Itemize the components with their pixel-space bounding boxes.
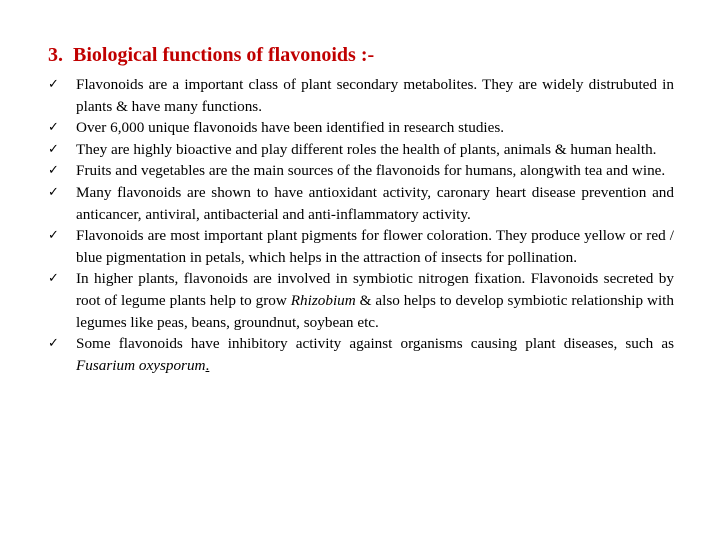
list-item-text: Over 6,000 unique flavonoids have been identified in research studies. bbox=[76, 119, 505, 137]
bullet-list bbox=[48, 74, 674, 376]
check-mark-icon: ✓ bbox=[48, 141, 59, 157]
list-item-text: & also helps to develop symbiotic relationship with legumes like peas, beans, groundnut, soybean etc. bbox=[76, 291, 674, 331]
list-item bbox=[48, 117, 674, 139]
species-name: Fusarium oxysporum bbox=[76, 356, 206, 374]
check-mark-icon: ✓ bbox=[48, 184, 59, 200]
list-item-text: . bbox=[205, 356, 210, 374]
list-item bbox=[48, 139, 674, 161]
list-item-text: Flavonoids are most important plant pigments for flower coloration. They produce yellow or red / blue pigmentation in petals, which helps in the attraction of insects for pollination. bbox=[76, 227, 674, 266]
list-item-text: Some flavonoids have inhibitory activity against organisms causing plant diseases, such as bbox=[76, 335, 674, 353]
check-mark-icon: ✓ bbox=[48, 228, 59, 244]
check-mark-icon: ✓ bbox=[48, 77, 59, 92]
list-item bbox=[48, 268, 674, 333]
title-text: Biological functions of flavonoids :- bbox=[73, 44, 375, 66]
check-mark-icon: ✓ bbox=[48, 271, 59, 287]
slide-title bbox=[48, 44, 374, 67]
list-item-text: In higher plants, flavonoids are involved in symbiotic nitrogen fixation. Flavonoids secreted by root of legume plants help to grow bbox=[76, 270, 674, 309]
species-name: Rhizobium bbox=[290, 291, 356, 309]
check-mark-icon: ✓ bbox=[48, 120, 59, 136]
list-item bbox=[48, 74, 674, 117]
list-item-text: Fruits and vegetables are the main sources of the flavonoids for humans, alongwith tea and wine. bbox=[76, 162, 666, 180]
list-item-text: They are highly bioactive and play different roles the health of plants, animals & human health. bbox=[76, 140, 657, 158]
check-mark-icon: ✓ bbox=[48, 163, 59, 179]
list-item bbox=[48, 333, 674, 376]
list-item bbox=[48, 160, 674, 182]
list-item-text: Many flavonoids are shown to have antioxidant activity, caronary heart disease prevention and anticancer, antiviral, antibacterial and anti-inflammatory activity. bbox=[76, 183, 674, 223]
list-item-text: Flavonoids are a important class of plant secondary metabolites. They are widely distrubuted in plants & have many functions. bbox=[76, 76, 674, 115]
list-item bbox=[48, 182, 674, 225]
title-number: 3. bbox=[48, 44, 63, 66]
list-item bbox=[48, 225, 674, 268]
check-mark-icon: ✓ bbox=[48, 336, 59, 352]
